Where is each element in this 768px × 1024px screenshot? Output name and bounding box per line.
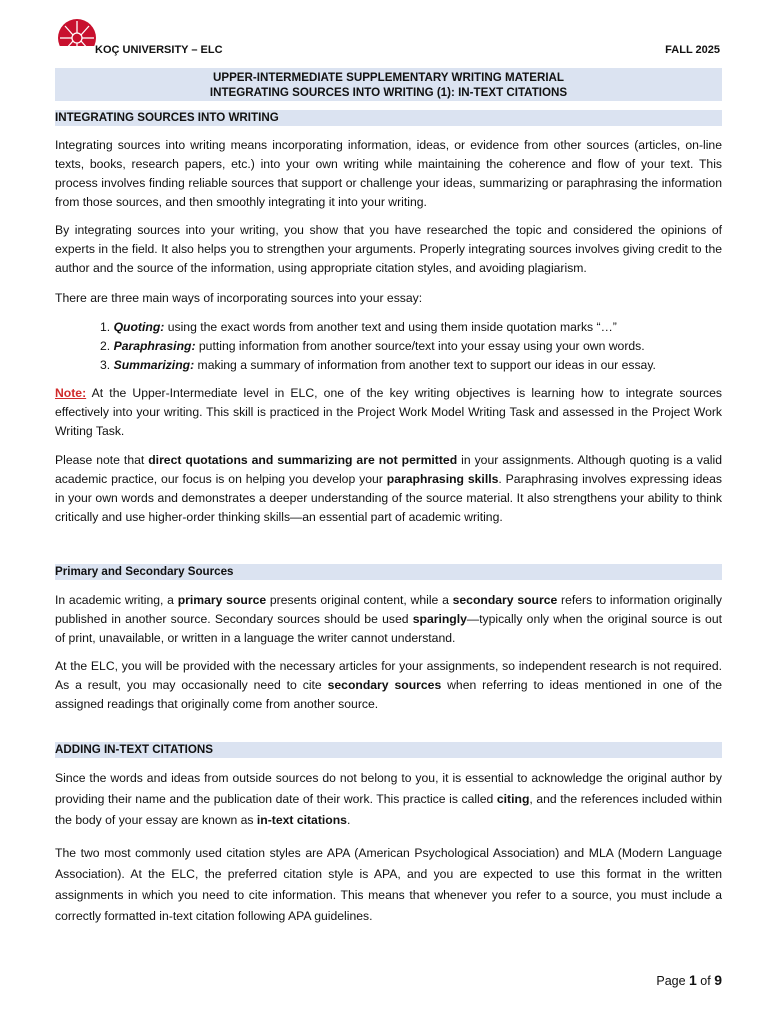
document-title bbox=[55, 68, 722, 101]
note-label: Note: bbox=[55, 386, 87, 400]
paragraph-citing: Since the words and ideas from outside sources do not belong to you, it is essential to acknowledge the original author by providing their name and the publication date of their work. This practice is called citing, and the references included within the body of your essay are known as in-text citations. bbox=[55, 771, 722, 827]
paragraph-primary-secondary: In academic writing, a primary source presents original content, while a secondary source refers to information originally published in another source. Secondary sources should be used sparingly—typically only when the original source is out of print, unavailable, or written in a language the writer cannot understand. bbox=[55, 593, 723, 645]
paragraph-by-integrating: By integrating sources into your writing, you show that you have researched the topic and considered the opinions of experts in the field. It also helps you to strengthen your arguments. Properly integrating sources involves giving credit to the author and the source of the information, using appropriate citation styles, and avoiding plagiarism. bbox=[55, 223, 722, 275]
section-heading-integrating: INTEGRATING SOURCES INTO WRITING bbox=[55, 110, 722, 126]
paragraph-intro: Integrating sources into writing means incorporating information, ideas, or evidence from other sources (articles, on-line texts, books, research papers, etc.) into your own writing while maintaining the coherence and flow of your text. This process involves finding reliable sources that support or challenge your ideas, summarizing or paraphrasing the information from those sources, and then smoothly integrating it into your writing. bbox=[55, 138, 722, 209]
title-line-1: UPPER-INTERMEDIATE SUPPLEMENTARY WRITING MATERIAL bbox=[212, 71, 565, 84]
list-item: 3. Summarizing: making a summary of information from another text to support our ideas in our essay. bbox=[100, 358, 656, 372]
ways-list bbox=[100, 318, 720, 375]
section-heading-sources: Primary and Secondary Sources bbox=[55, 564, 722, 580]
title-line-2: INTEGRATING SOURCES INTO WRITING (1): IN-TEXT CITATIONS bbox=[209, 86, 568, 99]
list-item: 2. Paraphrasing: putting information from another source/text into your essay using your own words. bbox=[100, 339, 645, 353]
paragraph-three-ways: There are three main ways of incorporating sources into your essay: bbox=[55, 291, 423, 305]
paragraph-note: Note: At the Upper-Intermediate level in ELC, one of the key writing objectives is learning how to integrate sources effectively into your writing. This skill is practiced in the Project Work Model Writing Task and assessed in the Project Work Writing Task. bbox=[55, 386, 722, 438]
paragraph-at-elc: At the ELC, you will be provided with the necessary articles for your assignments, so independent research is not required. As a result, you may occasionally need to cite secondary sources when referring to ideas mentioned in one of the assigned readings that originally come from another source. bbox=[55, 659, 723, 711]
institution-label: KOÇ UNIVERSITY – ELC bbox=[95, 44, 223, 56]
term-label: FALL 2025 bbox=[665, 44, 720, 56]
list-item: 1. Quoting: using the exact words from another text and using them inside quotation marks “…” bbox=[100, 320, 617, 334]
section-heading-citations: ADDING IN-TEXT CITATIONS bbox=[55, 742, 722, 758]
paragraph-citation-styles: The two most commonly used citation styles are APA (American Psychological Association) and MLA (Modern Language Association). At the ELC, the preferred citation style is APA, and you are expected to use this format in the written assignments in which you need to cite information. This means that whenever you refer to a source, you must include a correctly formatted in-text citation following APA guidelines. bbox=[55, 846, 722, 923]
paragraph-please-note: Please note that direct quotations and summarizing are not permitted in your assignments. Although quoting is a valid academic practice, our focus is on helping you develop your paraphrasing skills. Paraphrasing involves expressing ideas in your own words and demonstrates a deeper understanding of the source material. It also strengthens your ability to think critically and use higher-order thinking skills—an essential part of academic writing. bbox=[55, 453, 722, 524]
koc-university-logo bbox=[57, 18, 97, 58]
page-header bbox=[55, 18, 722, 62]
page-number: Page 1 of 9 bbox=[656, 972, 722, 988]
